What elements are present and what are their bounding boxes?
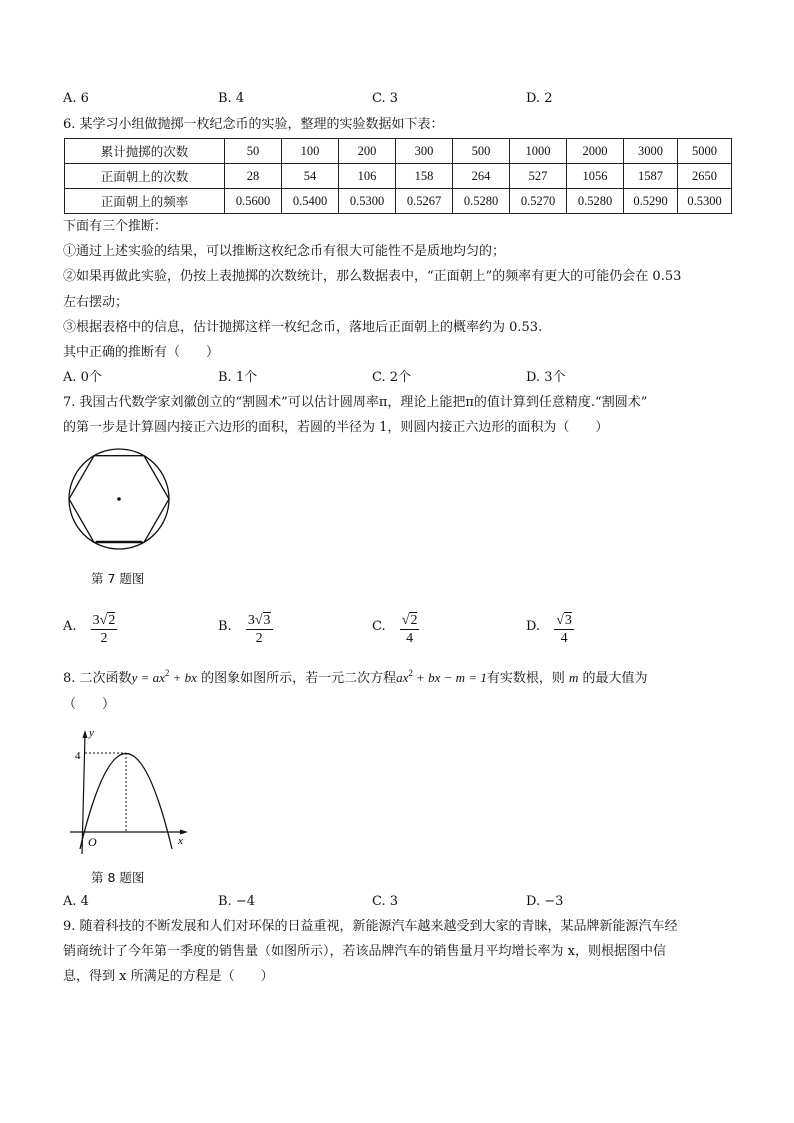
origin-label: O [88,835,97,849]
radicand: 3 [263,613,271,628]
q8-stem [63,664,648,688]
question-number: 8. [63,671,76,686]
q7-option-a [63,612,117,648]
radicand: 3 [564,613,572,628]
q5-option-b: B. 4 [218,91,245,106]
q8-answer-paren: （ ） [63,697,116,712]
table-cell: 106 [339,164,396,189]
q6-statement-3: ③根据表格中的信息，估计抛掷这样一枚纪念币，落地后正面朝上的概率约为 0.53. [63,320,543,335]
q6-statement-2: ②如果再做此实验，仍按上表抛掷的次数统计，那么数据表中，“正面朝上”的频率有更大的可能仍会在 0.53 [63,269,682,284]
y-axis-label: y [89,727,94,739]
coefficient: 3 [247,613,255,628]
q7-option-b [218,612,273,648]
coefficient: 3 [92,613,100,628]
q8-option-d: D. −3 [526,894,564,909]
sqrt-sign: √2 [99,613,116,628]
denominator: 4 [560,631,568,646]
row-label: 正面朝上的频率 [65,189,225,214]
sqrt-sign: √2 [401,613,418,628]
table-cell: 50 [225,139,282,164]
q7-stem-line-1: 7. 我国古代数学家刘徽创立的“割圆术”可以估计圆周率π，理论上能把π的值计算到任意精度.“割圆术” [63,395,648,410]
sqrt-sign: √3 [556,613,572,628]
table-cell: 0.5300 [678,189,732,214]
fraction [91,612,118,648]
table-cell: 0.5280 [567,189,624,214]
table-cell: 0.5270 [510,189,567,214]
option-label: A. [63,619,77,634]
table-cell: 5000 [678,139,732,164]
stem-text: 二次函数 [79,671,132,686]
denominator: 4 [406,631,414,646]
option-label: B. [218,619,232,634]
table-cell: 54 [282,164,339,189]
variable-m: m [569,670,579,685]
table-cell: 0.5600 [225,189,282,214]
stem-text: 的图象如图所示，若一元二次方程 [201,671,397,686]
table-cell: 300 [396,139,453,164]
row-label: 正面朝上的次数 [65,164,225,189]
parabola-graph-figure [66,724,196,859]
q9-stem-line-3: 息，得到 x 所满足的方程是（ ） [63,969,274,984]
table-cell: 0.5280 [453,189,510,214]
q5-option-a: A. 6 [63,91,89,106]
table-cell: 500 [453,139,510,164]
table-cell: 3000 [624,139,678,164]
q6-statement-1: ①通过上述实验的结果，可以推断这枚纪念币有很大可能性不是质地均匀的； [63,244,506,259]
sqrt-sign: √3 [254,613,271,628]
q9-stem-line-1: 9. 随着科技的不断发展和人们对环保的日益重视，新能源汽车越来越受到大家的青睐，某品牌新能源汽车经 [63,919,678,934]
q7-option-d [526,612,574,648]
row-label: 累计抛掷的次数 [65,139,225,164]
table-cell: 100 [282,139,339,164]
q6-option-d: D. 3个 [526,370,566,385]
q8-figure-caption: 第 8 题图 [91,870,145,885]
table-cell: 1056 [567,164,624,189]
q6-option-a: A. 0个 [63,370,102,385]
stem-text: 有实数根，则 [486,671,565,686]
table-cell: 264 [453,164,510,189]
table-row [65,189,732,214]
table-cell: 2000 [567,139,624,164]
table-cell: 0.5400 [282,189,339,214]
table-cell: 0.5290 [624,189,678,214]
q7-option-c [372,612,419,648]
fraction [400,612,420,648]
table-row [65,164,732,189]
option-label: C. [372,619,386,634]
q5-option-c: C. 3 [372,91,399,106]
denominator: 2 [255,631,263,646]
q7-stem-line-2: 的第一步是计算圆内接正六边形的面积，若圆的半径为 1，则圆内接正六边形的面积为（ ） [63,420,609,435]
table-row [65,139,732,164]
table-cell: 1000 [510,139,567,164]
q9-stem-line-2: 销商统计了今年第一季度的销售量（如图所示），若该品牌汽车的销售量月平均增长率为 x，则根据图中信 [63,944,666,959]
q5-option-d: D. 2 [526,91,553,106]
q6-question: 其中正确的推断有（ ） [63,345,220,360]
x-axis-label: x [178,835,183,847]
stem-text: 的最大值为 [582,671,648,686]
table-cell: 1587 [624,164,678,189]
equation-expression: $ax^2$ + bx − m = 1 [396,668,487,685]
fraction [554,612,574,648]
q6-stem: 6. 某学习小组做抛掷一枚纪念币的实验，整理的实验数据如下表： [63,117,444,132]
y-tick-4: 4 [75,750,81,762]
q6-intro: 下面有三个推断： [63,219,168,234]
table-cell: 158 [396,164,453,189]
radicand: 2 [108,613,116,628]
q6-option-b: B. 1个 [218,370,258,385]
table-cell: 2650 [678,164,732,189]
table-cell: 200 [339,139,396,164]
table-cell: 0.5300 [339,189,396,214]
q6-statement-2-cont: 左右摆动； [63,295,129,310]
function-expression: $y = ax^2$ + bx [131,668,197,685]
radicand: 2 [410,613,418,628]
fraction [246,612,273,648]
coin-toss-table [64,138,732,214]
denominator: 2 [100,631,108,646]
q8-option-b: B. −4 [218,894,255,909]
q8-option-c: C. 3 [372,894,399,909]
table-cell: 527 [510,164,567,189]
q8-option-a: A. 4 [63,894,89,909]
table-cell: 0.5267 [396,189,453,214]
q6-option-c: C. 2个 [372,370,412,385]
q7-figure-caption: 第 7 题图 [91,571,145,586]
table-cell: 28 [225,164,282,189]
hexagon-in-circle-figure [66,446,172,552]
option-label: D. [526,619,541,634]
